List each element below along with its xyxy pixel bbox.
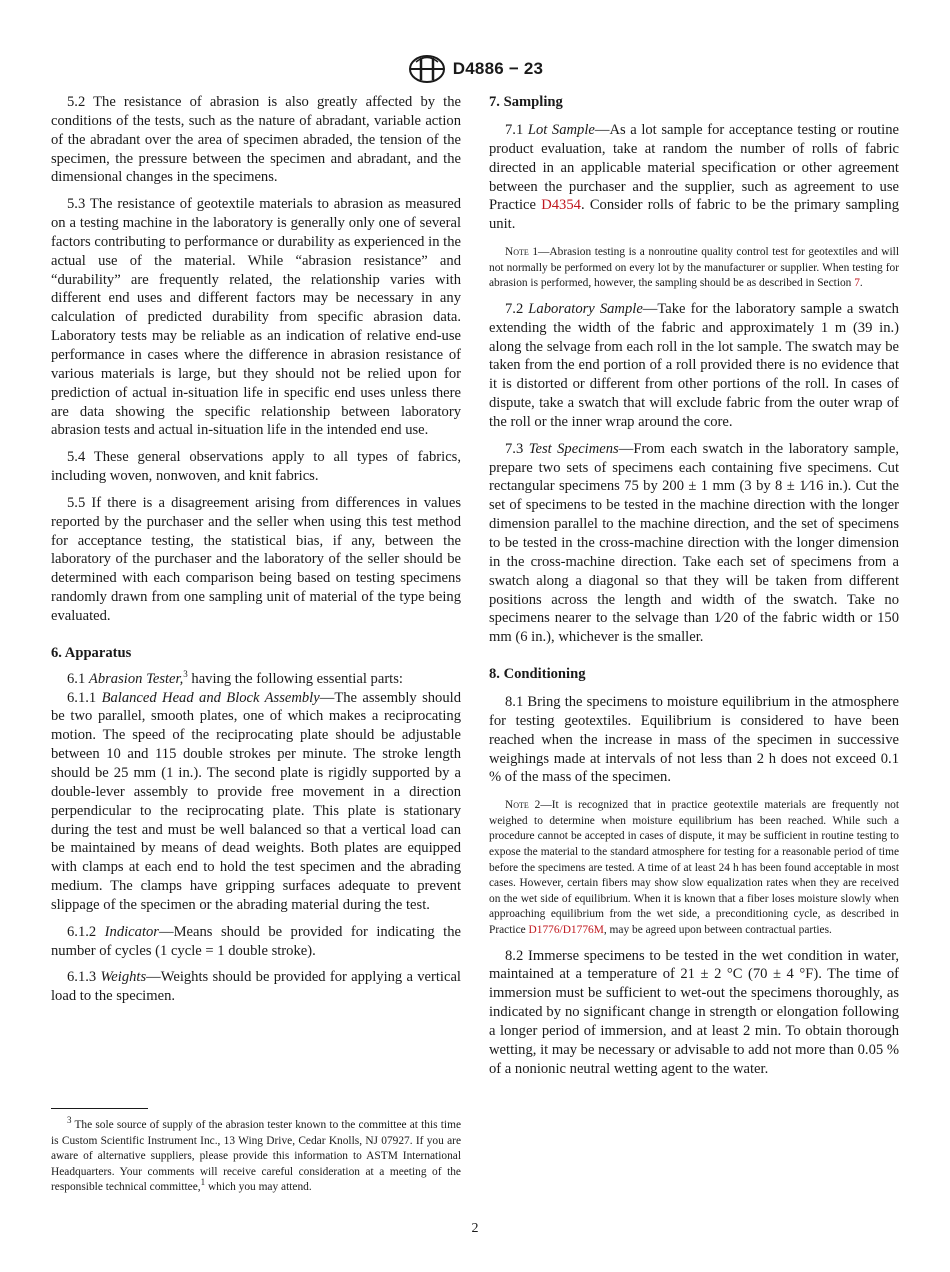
paragraph-5-2: 5.2 The resistance of abrasion is also greatly affected by the conditions of the tests, such as the nature of abradant, variable action of the abradant over the area of specimen abraded, the tension of the specimen, the pressure between the specimen and abradant, and the dimensional changes in the specimens. (51, 94, 461, 186)
link-section-7[interactable]: 7 (854, 277, 860, 290)
paragraph-7-2: 7.2 Laboratory Sample—Take for the laboratory sample a swatch extending the width of the fabric and approximately 1 m (39 in.) along the selvage from each roll in the lot sample. The swatch may be taken from the end portion of a roll provided there is no evidence that it is distorted or different from other portions of the roll. In cases of dispute, take a swatch that will exclude fabric from the outer wrap of the roll or the inner wrap around the core. (489, 300, 899, 430)
section-6-heading: 6. Apparatus (51, 644, 132, 661)
page-number: 2 (471, 1221, 479, 1236)
paragraph-7-3: 7.3 Test Specimens—From each swatch in the laboratory sample, prepare two sets of specimens each containing five specimens. Cut rectangular specimens 75 by 200 ± 1 mm (3 by 8 ± 1⁄16 in.). Cut the set of specimens to be tested in the machine direction with the longer dimension parallel to the machine direction, and the set of specimens to be tested in the cross-machine direction with the longer dimension in the cross-machine direction. Take each set of specimens from a swatch along a diagonal so that they will be taken from different positions across the length and width of the swatch. Take no specimens nearer to the selvage than 1⁄20 of the fabric width or 150 mm (6 in.), whichever is the smaller. (489, 440, 900, 646)
left-column (51, 93, 461, 1006)
paragraph-8-2: 8.2 Immerse specimens to be tested in the wet condition in water, maintained at a temperature of 21 ± 2 °C (70 ± 4 °F). The time of immersion must be sufficient to wet-out the specimens thoroughly, as indicated by no significant change in strength or elongation following a longer period of immersion, and at least 2 min. To obtain thorough wetting, it may be necessary or advisable to add not more than 0.05 % of a nonionic neutral wetting agent to the water. (489, 947, 899, 1077)
right-column (489, 93, 899, 1079)
paragraph-6-1-2: 6.1.2 Indicator—Means should be provided for indicating the number of cycles (1 cycle = 1 double stroke). (51, 923, 462, 959)
note-2: Note 2—It is recognized that in practice geotextile materials are frequently not weighed to determine when moisture equilibrium has been reached. While such a procedure cannot be accepted in cases of dispute, it may be sufficient in routine testing to expose the material to the standard atmosphere for testing for a reasonable period of time before the specimens are tested. A time of at least 24 h has been found acceptable in most cases. However, certain fibers may show slow equalization rates when they are received on the wet side of equilibrium. When it is known that a fiber loses moisture slowly when approaching equilibrium from the wet side, a preconditioning cycle, as described in Practice D1776/D1776M, may be agreed upon between contractual parties. (489, 799, 899, 936)
section-8-heading: 8. Conditioning (489, 666, 586, 683)
page-header (0, 52, 950, 86)
paragraph-5-4: 5.4 These general observations apply to all types of fabrics, including woven, nonwoven, and knit fabrics. (51, 449, 461, 485)
paragraph-6-1: 6.1 Abrasion Tester,$^3$ having the following essential parts: (67, 668, 403, 687)
paragraph-5-3: 5.3 The resistance of geotextile materials to abrasion as measured on a testing machine in the laboratory is generally only one of several factors contributing to performance or durability as experienced in the actual use of the material. While “abrasion resistance” and “durability” are frequently related, the relationship varies with different end uses and different factors may be necessary in any calculation of predicted durability from specific abrasion data. Laboratory tests may be reliable as an indication of relative end-use performance in cases where the difference in abrasion resistance of various materials is large, but they should not be relied upon for prediction of actual in-situation life in specific end uses unless there are data showing the specific relationship between laboratory abrasion tests and actual in-situation life in the intended end use. (51, 196, 461, 439)
section-7-heading: 7. Sampling (489, 94, 563, 110)
paragraph-8-1: 8.1 Bring the specimens to moisture equilibrium in the atmosphere for testing geotextiles. Equilibrium is considered to have been reached when the increase in mass of the specimen in successive weighings made at intervals of not less than 2 h does not exceed 0.1 % of the mass of the specimen. (489, 694, 899, 786)
note-1: Note 1—Abrasion testing is a nonroutine quality control test for geotextiles and will not normally be performed on every lot by the manufacturer or supplier. When testing for abrasion is performed, however, the sampling should be as described in Section 7. (489, 246, 899, 290)
footnote-divider (51, 1108, 148, 1109)
link-d1776[interactable]: D1776/D1776M (528, 924, 604, 936)
document-id: D4886 − 23 (452, 59, 544, 78)
paragraph-5-5: 5.5 If there is a disagreement arising from differences in values reported by the purchaser and the seller when using this test method for acceptance testing, the statistical bias, if any, between the laboratory of the purchaser and the laboratory of the seller should be determined with each comparison being based on testing specimens randomly drawn from one sampling unit of material of the type being evaluated. (51, 494, 461, 624)
paragraph-6-1-3: 6.1.3 Weights—Weights should be provided for applying a vertical load to the specimen. (51, 969, 461, 1005)
astm-logo-icon (407, 54, 447, 84)
footnote-3: $^3$ The sole source of supply of the abrasion tester known to the committee at this time is Custom Scientific Instrument Inc., 13 Wing Drive, Cedar Knolls, NJ 07927. If you are aware of alternative suppliers, please provide this information to ASTM International Headquarters. Your comments will receive careful consideration at a meeting of the responsible technical committee,$^1$ which you may attend. (51, 1115, 461, 1194)
paragraph-6-1-1: 6.1.1 Balanced Head and Block Assembly—The assembly should be two parallel, smooth plates, one of which makes a reciprocating motion. The speed of the reciprocating plate should be adjustable between 10 and 115 double strokes per minute. The stroke length should be 25 mm (1 in.). The second plate is rigidly supported by a double-lever assembly to provide free movement in a direction perpendicular to the reciprocating plate. This plate is stationary during the test and must be well balanced so that a vertical load can be maintained by means of dead weights. Both plates are equipped with clamps at each end to hold the test specimen and the abrading medium. The clamps have gripping surfaces adequate to prevent slippage of the specimen or the abrading material during the test. (51, 689, 461, 913)
paragraph-7-1: 7.1 Lot Sample—As a lot sample for acceptance testing or routine product evaluation, take at random the number of rolls of fabric directed in an applicable material specification or other agreement between the purchaser and the supplier, such as agreement to use Practice D4354. Consider rolls of fabric to be the primary sampling unit. (489, 122, 899, 233)
link-d4354[interactable]: D4354 (541, 197, 581, 214)
